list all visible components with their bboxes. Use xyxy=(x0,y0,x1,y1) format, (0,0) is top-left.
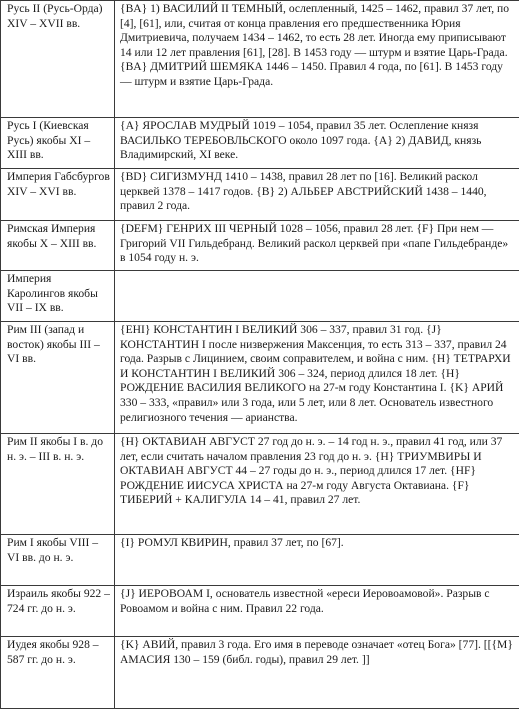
events-cell: {EHI} КОНСТАНТИН I ВЕЛИКИЙ 306 – 337, правил 31 год. {J} КОНСТАНТИН I после низвержения Максенция, то есть 313 – 337, правил 24 года. Разрыв с Лицинием, своим соправителем, и война с ним. {H} ТЕТРАРХИ И КОНСТАНТИН I ВЕЛИКИЙ 306 – 324, период длился 18 лет. {H} РОЖДЕНИЕ ВАСИЛИЯ ВЕЛИКОГО на 27-м году Константина I. {K} АРИЙ 330 – 333, «правил» или 3 года, или 5 лет, или 8 лет. Основатель известного религиозного течения — арианства. xyxy=(115,322,519,434)
table-row xyxy=(1,434,519,535)
events-cell: {A} ЯРОСЛАВ МУДРЫЙ 1019 – 1054, правил 35 лет. Ослепление князя ВАСИЛЬКО ТЕРЕБОВЛЬСКОГО около 1097 года. {A} 2) ДАВИД, князь Владимирский, XI веке. xyxy=(115,118,519,169)
period-cell: Русь I (Киевская Русь) якобы XI – XIII вв. xyxy=(1,118,115,169)
events-cell: {BD} СИГИЗМУНД 1410 – 1438, правил 28 лет по [16]. Великий раскол церквей 1378 – 1417 годов. {B} 2) АЛЬБЕР АВСТРИЙСКИЙ 1438 – 1440, правил 2 года. xyxy=(115,169,519,221)
period-cell: Империя Габсбургов XIV – XVI вв. xyxy=(1,169,115,221)
table-row xyxy=(1,271,519,322)
table-row xyxy=(1,1,519,118)
period-cell: Империя Каролингов якобы VII – IX вв. xyxy=(1,271,115,322)
table-row xyxy=(1,221,519,271)
events-cell: {BA} 1) ВАСИЛИЙ II ТЕМНЫЙ, ослепленный, 1425 – 1462, правил 37 лет, по [4], [61], или, считая от конца правления его предшественника Юрия Дмитриевича, получаем 1434 – 1462, то есть 28 лет. Иногда ему приписывают 14 или 12 лет правления [61], [28]. В 1453 году — штурм и взятие Царь-Града. {BA} ДМИТРИЙ ШЕМЯКА 1446 – 1450. Правил 4 года, по [61]. В 1453 году — штурм и взятие Царь-Града. xyxy=(115,1,519,118)
period-cell: Рим III (запад и восток) якобы III – VI вв. xyxy=(1,322,115,434)
period-cell: Римская Империя якобы X – XIII вв. xyxy=(1,221,115,271)
table-row xyxy=(1,586,519,637)
period-cell: Израиль якобы 922 – 724 гг. до н. э. xyxy=(1,586,115,637)
table-row xyxy=(1,169,519,221)
table-row xyxy=(1,118,519,169)
period-cell: Рим II якобы I в. до н. э. – III в. н. э. xyxy=(1,434,115,535)
events-cell: {K} АВИЙ, правил 3 года. Его имя в переводе означает «отец Бога» [77]. [[{M} АМАСИЯ 130 – 159 (библ. годы), правил 29 лет. ]] xyxy=(115,637,519,709)
events-cell: {J} ИЕРОВОАМ I, основатель известной «ереси Иеровоамовой». Разрыв с Ровоамом и война с ним. Правил 22 года. xyxy=(115,586,519,637)
events-cell: {H} ОКТАВИАН АВГУСТ 27 год до н. э. – 14 год н. э., правил 41 год, или 37 лет, если считать началом правления 23 год до н. э. {H} ТРИУМВИРЫ И ОКТАВИАН АВГУСТ 44 – 27 годы до н. э., период длился 17 лет. {HF} РОЖДЕНИЕ ИИСУСА ХРИСТА на 27-м году Августа Октавиана. {F} ТИБЕРИЙ + КАЛИГУЛА 14 – 41, правил 27 лет. xyxy=(115,434,519,535)
table-row xyxy=(1,535,519,586)
events-cell: {I} РОМУЛ КВИРИН, правил 37 лет, по [67]. xyxy=(115,535,519,586)
table-row xyxy=(1,637,519,709)
period-cell: Иудея якобы 928 – 587 гг. до н. э. xyxy=(1,637,115,709)
events-cell: {DEFM} ГЕНРИХ III ЧЕРНЫЙ 1028 – 1056, правил 28 лет. {F} При нем — Григорий VII Гильдебранд. Великий раскол церквей при «папе Гильдебранде» в 1054 году н. э. xyxy=(115,221,519,271)
events-cell xyxy=(115,271,519,322)
period-cell: Русь II (Русь-Орда) XIV – XVII вв. xyxy=(1,1,115,118)
period-cell: Рим I якобы VIII – VI вв. до н. э. xyxy=(1,535,115,586)
table-row xyxy=(1,322,519,434)
